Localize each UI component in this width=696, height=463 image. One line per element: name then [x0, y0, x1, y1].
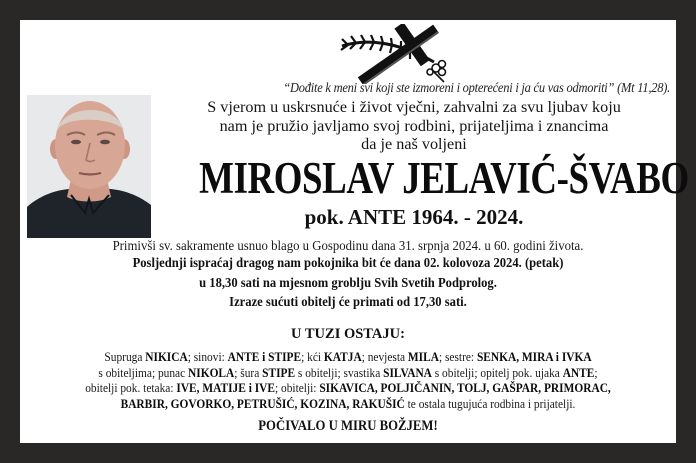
mourner-text: s obitelji; opitelj pok. ujaka	[431, 365, 563, 380]
mourner-text: obitelji pok. tetaka:	[85, 381, 177, 396]
mourner-name: SILVANA	[383, 365, 432, 380]
closing-blessing: POČIVALO U MIRU BOŽJEM!	[258, 418, 438, 434]
deceased-name: MIROSLAV JELAVIĆ-ŠVABO	[199, 153, 689, 203]
mourner-name: ANTE	[562, 365, 595, 380]
mourner-text: ; sestre:	[438, 350, 477, 364]
bible-quote: “Dođite k meni svi koji ste izmoreni i opterećeni i ja ću vas odmoriti” (Mt 11,28).	[283, 80, 670, 95]
mourners-row	[50, 350, 646, 366]
death-announcement: Primivši sv. sakramente usnuo blago u Gospodinu dana 31. srpnja 2024. u 60. godini života.	[112, 238, 584, 253]
mourner-text: ; kći	[301, 350, 324, 364]
funeral-info-line: u 18,30 sati na mjesnom groblju Svih Svetih Podprolog.	[199, 276, 497, 291]
mourner-name: MILA	[407, 350, 439, 364]
mourner-text: s obitelji; svastika	[295, 365, 384, 380]
father-and-years: pok. ANTE 1964. - 2024.	[304, 205, 524, 229]
mourner-text: ; sinovi:	[187, 350, 228, 364]
mourner-name: SIKAVICA, POLJIČANIN, TOLJ, GAŠPAR, PRIMORAC,	[319, 381, 611, 396]
mourners-row	[50, 366, 646, 382]
mourner-name: SENKA, MIRA i IVKA	[476, 350, 592, 364]
funeral-info-line: Posljednji ispraćaj dragog nam pokojnika bit će dana 02. kolovoza 2024. (petak)	[132, 256, 564, 271]
mourner-text: ; šura	[234, 365, 263, 380]
intro-line: nam je pružio javljamo svoj rodbini, prijateljima i znancima	[219, 116, 609, 135]
mourner-name: STIPE	[262, 365, 296, 380]
mourner-name: KATJA	[323, 350, 362, 364]
mourners-list	[24, 350, 672, 412]
deceased-portrait-photo	[27, 95, 151, 238]
mourner-name: IVE, MATIJE i IVE	[176, 381, 275, 396]
intro-line: S vjerom u uskrsnuće i život vječni, zahvalni za svu ljubav koju	[207, 98, 621, 116]
mourner-text: Supruga	[104, 350, 146, 364]
mourner-text: ; nevjesta	[361, 350, 408, 364]
mourner-name: NIKICA	[145, 350, 188, 364]
mourner-text: ; obitelji:	[274, 381, 320, 396]
cross-with-palm-icon	[338, 24, 458, 84]
intro-line: da je naš voljeni	[361, 135, 467, 153]
intro-text	[158, 98, 670, 154]
mourners-row	[50, 381, 646, 397]
mourner-name: ANTE i STIPE	[227, 350, 302, 364]
mourner-text: s obiteljima; punac	[98, 365, 189, 380]
mourners-heading: U TUZI OSTAJU:	[291, 326, 405, 342]
mourner-text: ;	[594, 365, 598, 380]
obituary-card	[20, 20, 689, 443]
mourner-name: BARBIR, GOVORKO, PETRUŠIĆ, KOZINA, RAKUŠIĆ	[120, 396, 405, 411]
mourners-row	[50, 397, 646, 413]
mourner-text: te ostala tugujuća rodbina i prijatelji.	[404, 396, 576, 411]
condolences-info-line: Izraze sućuti obitelj će primati od 17,30 sati.	[229, 295, 467, 310]
mourner-name: NIKOLA	[188, 365, 235, 380]
